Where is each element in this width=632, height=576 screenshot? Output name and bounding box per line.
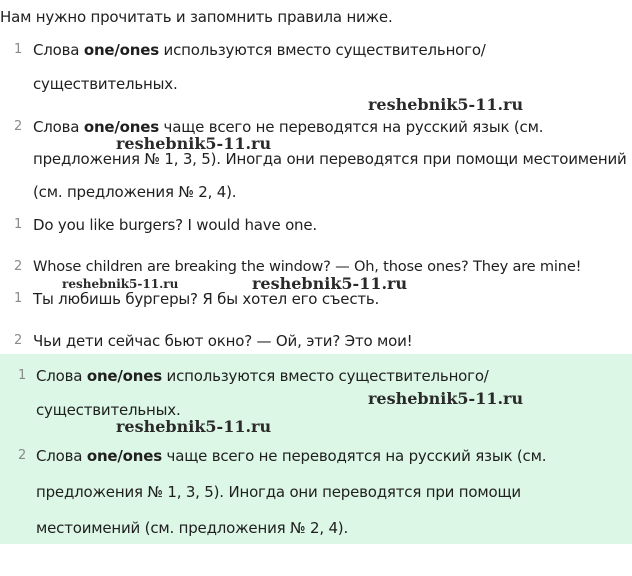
rule-number: 1 <box>14 42 23 57</box>
answer-text-cont: существительных. <box>36 401 181 419</box>
intro-text: Нам нужно прочитать и запомнить правила ниже. <box>0 8 393 26</box>
watermark: reshebnik5-11.ru <box>62 277 179 291</box>
watermark: reshebnik5-11.ru <box>116 417 272 436</box>
rule-text-cont: (см. предложения № 2, 4). <box>33 183 237 201</box>
example-ru: Ты любишь бургеры? Я бы хотел его съесть. <box>33 290 380 308</box>
answer-text: Слова one/ones используются вместо существительного/ <box>36 367 489 385</box>
answer-text-cont: предложения № 1, 3, 5). Иногда они переводятся при помощи <box>36 483 521 501</box>
watermark: reshebnik5-11.ru <box>252 274 408 293</box>
answer-number: 1 <box>18 368 27 383</box>
rule-text-cont: существительных. <box>33 75 178 93</box>
answer-text: Слова one/ones чаще всего не переводятся на русский язык (см. <box>36 447 547 465</box>
example-number: 2 <box>14 259 23 274</box>
example-number: 2 <box>14 333 23 348</box>
watermark: reshebnik5-11.ru <box>368 95 524 114</box>
rule-text: Слова one/ones используются вместо существительного/ <box>33 41 486 59</box>
example-ru: Чьи дети сейчас бьют окно? — Ой, эти? Это мои! <box>33 332 413 350</box>
answer-number: 2 <box>18 448 27 463</box>
example-number: 1 <box>14 217 23 232</box>
watermark: reshebnik5-11.ru <box>116 134 272 153</box>
answer-text-cont: местоимений (см. предложения № 2, 4). <box>36 519 349 537</box>
watermark: reshebnik5-11.ru <box>368 389 524 408</box>
example-en: Whose children are breaking the window? — Oh, those ones? They are mine! <box>33 258 582 275</box>
example-en: Do you like burgers? I would have one. <box>33 216 317 234</box>
example-number: 1 <box>14 291 23 306</box>
rule-number: 2 <box>14 119 23 134</box>
rule-text-cont: предложения № 1, 3, 5). Иногда они переводятся при помощи местоимений <box>33 150 627 168</box>
rule-text: Слова one/ones чаще всего не переводятся на русский язык (см. <box>33 118 544 136</box>
